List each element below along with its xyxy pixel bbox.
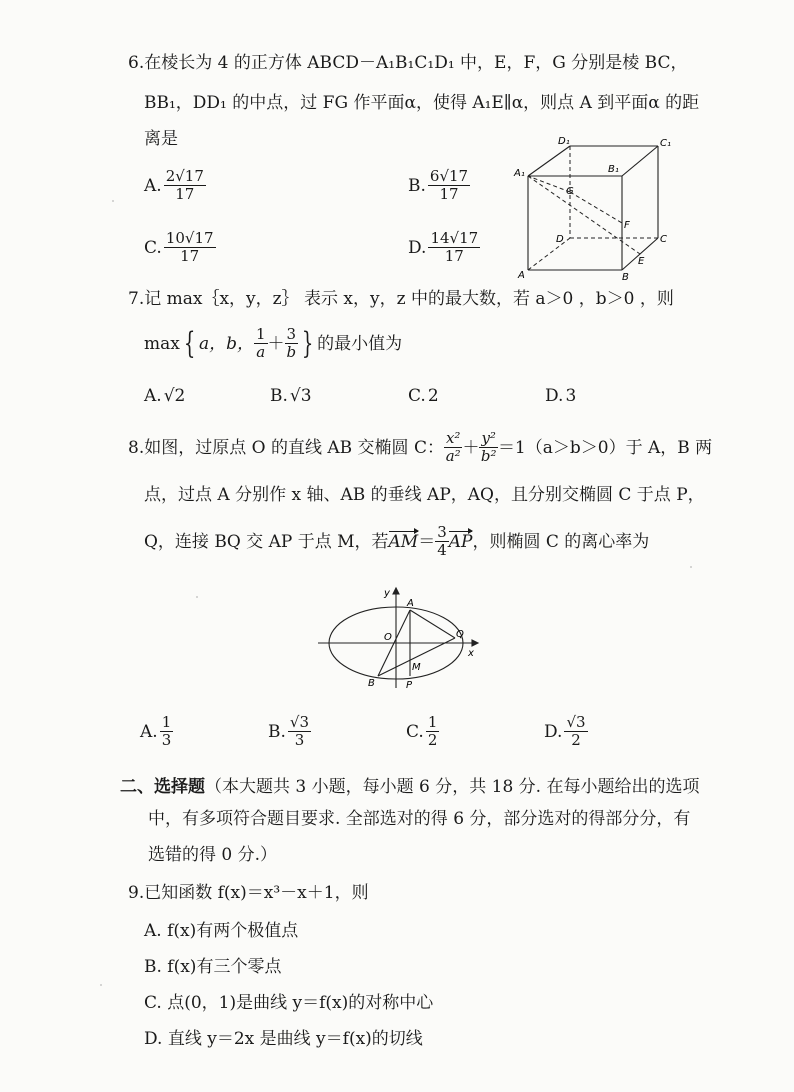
x-axis-arrow <box>472 640 478 646</box>
scan-speck <box>196 596 198 598</box>
q7-line1: 7.记 max｛x，y，z｝ 表示 x，y，z 中的最大数，若 a＞0 ，b＞0 ，则 <box>128 289 674 309</box>
option-numerator: √3 <box>566 713 586 731</box>
option-letter: C. <box>406 721 424 742</box>
label-a: A <box>407 598 414 609</box>
label-b: B <box>622 272 629 282</box>
option-letter: B. <box>268 721 286 742</box>
option-letter: B. <box>270 386 288 406</box>
label-a1: A₁ <box>514 168 525 179</box>
q8-line3-tail: ，则椭圆 C 的离心率为 <box>472 531 650 552</box>
q9-option-b: B. f(x)有三个零点 <box>144 957 282 977</box>
q7-tail: 的最小值为 <box>317 333 403 354</box>
label-y: y <box>384 588 390 599</box>
q6-line1: 6.在棱长为 4 的正方体 ABCD－A₁B₁C₁D₁ 中，E，F，G 分别是棱 BC， <box>128 53 688 73</box>
frac2-den: b <box>286 343 297 361</box>
option-letter: A. <box>144 175 162 196</box>
q8-line1: 8.如图，过原点 O 的直线 AB 交椭圆 C： $\frac{\text{x²}}{\text{a²}}$ ＋ $\frac{\text{y²}}{\text{b²}}$ ＝1（a＞b＞0）于 A，B 两 <box>128 429 713 465</box>
label-c: C <box>660 234 667 245</box>
option-numerator: 2√17 <box>165 167 204 185</box>
option-denominator: 17 <box>175 185 195 203</box>
option-numerator: 14√17 <box>430 229 479 247</box>
frac-num: 3 <box>437 523 447 541</box>
max-args: a，b， <box>198 333 254 354</box>
frac1-num: 1 <box>255 325 266 343</box>
option-value: √2 <box>163 386 186 406</box>
option-letter: D. <box>545 386 564 406</box>
q8-option-c <box>406 714 439 749</box>
q8-line3-text: Q，连接 BQ 交 AP 于点 M，若 <box>144 531 389 552</box>
equals-sign: ＝ <box>418 531 436 552</box>
q9-line1: 9.已知函数 f(x)＝x³－x＋1，则 <box>128 883 369 903</box>
label-a: A <box>518 270 525 281</box>
option-letter: A. <box>144 386 162 406</box>
q6-option-d <box>408 230 480 265</box>
option-numerator: 1 <box>161 713 172 731</box>
scan-speck <box>100 984 102 986</box>
scan-speck <box>690 566 692 568</box>
brace-left: { <box>183 325 196 361</box>
q7-line2 <box>144 326 402 361</box>
q9-option-c: C. 点(0，1)是曲线 y＝f(x)的对称中心 <box>144 993 434 1013</box>
q8-line1-text: 8.如图，过原点 O 的直线 AB 交椭圆 C： <box>128 437 444 458</box>
option-letter: C. <box>408 386 426 406</box>
ellipse-figure <box>310 582 485 694</box>
q7-option-c <box>408 386 439 406</box>
y-axis-arrow <box>393 588 399 594</box>
label-x: x <box>468 648 474 659</box>
option-value: √3 <box>289 386 312 406</box>
q6-line3: 离是 <box>144 129 178 149</box>
option-denominator: 2 <box>571 731 581 749</box>
option-letter: A. <box>140 721 158 742</box>
section2-line3: 选错的得 0 分.） <box>148 845 278 865</box>
section2-line1 <box>120 776 700 798</box>
option-value: 3 <box>565 386 577 406</box>
q8-option-b <box>268 714 311 749</box>
option-letter: C. <box>144 237 162 258</box>
option-numerator: 1 <box>427 713 438 731</box>
option-numerator: √3 <box>289 713 310 731</box>
option-letter: D. <box>408 237 427 258</box>
label-d: D <box>556 234 564 245</box>
label-c1: C₁ <box>660 138 671 149</box>
section2-title: 二、选择题 <box>120 777 205 797</box>
q7-option-d <box>545 386 576 406</box>
q6-option-c <box>144 230 216 265</box>
option-value: 2 <box>427 386 439 406</box>
option-denominator: 3 <box>161 731 172 749</box>
q8-option-a <box>140 714 173 749</box>
q6-option-b <box>408 168 470 203</box>
option-denominator: 3 <box>294 731 305 749</box>
q6-line2: BB₁，DD₁ 的中点，过 FG 作平面α，使得 A₁E∥α，则点 A 到平面α 的距 <box>144 93 700 113</box>
label-f: F <box>624 220 630 231</box>
frac2-num: 3 <box>286 325 297 343</box>
vector-am: AM <box>388 531 419 552</box>
label-b1: B₁ <box>608 164 619 175</box>
label-m: M <box>412 662 421 673</box>
frac1-den: a <box>256 343 266 361</box>
frac-a2: a² <box>445 447 461 465</box>
option-numerator: 6√17 <box>429 167 469 185</box>
q8-line3 <box>144 524 649 559</box>
label-d1: D₁ <box>558 136 570 147</box>
q7-option-a <box>144 386 185 406</box>
frac-y2: y² <box>481 429 496 447</box>
option-denominator: 17 <box>180 247 200 265</box>
plus-sign: ＋ <box>267 333 285 354</box>
label-o: O <box>384 632 392 643</box>
frac-b2: b² <box>480 447 497 465</box>
q6-option-a <box>144 168 206 203</box>
q9-option-a: A. f(x)有两个极值点 <box>144 921 299 941</box>
label-g: G <box>566 186 574 197</box>
cube-figure <box>510 132 680 282</box>
q7-option-b <box>270 386 312 406</box>
option-denominator: 17 <box>444 247 464 265</box>
frac-den: 4 <box>437 541 447 559</box>
q8-option-d <box>544 714 588 749</box>
option-denominator: 2 <box>427 731 438 749</box>
max-label: max <box>144 333 180 354</box>
vector-ap: AP <box>448 531 473 552</box>
option-denominator: 17 <box>439 185 459 203</box>
label-b: B <box>368 678 375 689</box>
q8-line2: 点，过点 A 分别作 x 轴、AB 的垂线 AP，AQ，且分别交椭圆 C 于点 P， <box>144 485 705 505</box>
label-p: P <box>406 680 413 691</box>
frac-x2: x² <box>445 429 461 447</box>
option-letter: B. <box>408 175 426 196</box>
line-aq <box>410 610 455 638</box>
option-numerator: 10√17 <box>165 229 214 247</box>
scan-speck <box>112 200 114 202</box>
q9-option-d: D. 直线 y＝2x 是曲线 y＝f(x)的切线 <box>144 1029 423 1049</box>
option-letter: D. <box>544 721 563 742</box>
brace-right: } <box>301 325 314 361</box>
label-e: E <box>638 256 645 267</box>
section2-line1-rest: （本大题共 3 小题，每小题 6 分，共 18 分. 在每小题给出的选项 <box>205 777 700 797</box>
q8-line1-tail: ＝1（a＞b＞0）于 A，B 两 <box>497 437 713 458</box>
section2-line2: 中，有多项符合题目要求. 全部选对的得 6 分，部分选对的得部分分，有 <box>148 809 691 829</box>
label-q: Q <box>456 629 464 640</box>
